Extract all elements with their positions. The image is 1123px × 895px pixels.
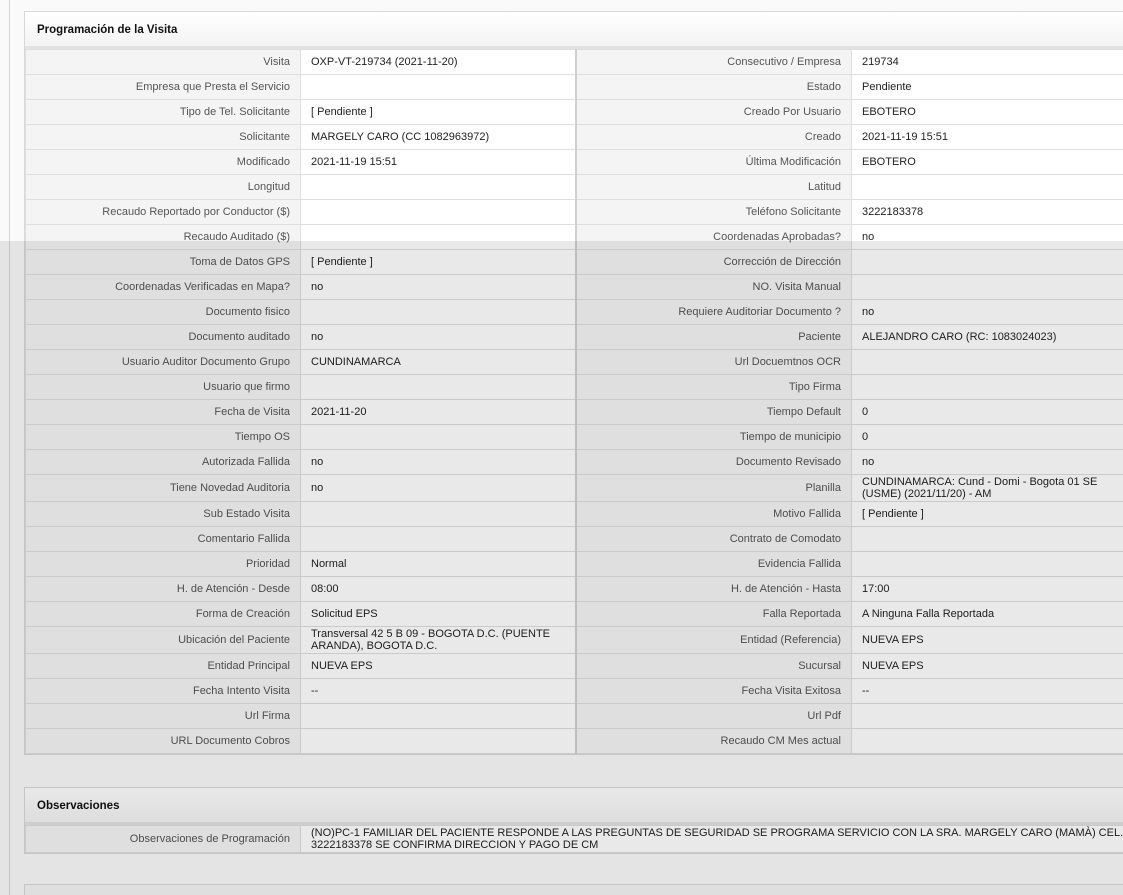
field-value: no <box>301 275 576 300</box>
detail-row <box>26 125 1123 150</box>
detail-row <box>26 225 1123 250</box>
field-label: Evidencia Fallida <box>576 552 852 577</box>
field-value: no <box>301 475 576 502</box>
field-value: NUEVA EPS <box>852 627 1123 654</box>
detail-row <box>26 175 1123 200</box>
field-value: 3222183378 <box>852 200 1123 225</box>
field-label: Recaudo Auditado ($) <box>26 225 301 250</box>
field-label: H. de Atención - Desde <box>26 577 301 602</box>
field-label: Ubicación del Paciente <box>26 627 301 654</box>
detail-row <box>26 729 1123 754</box>
field-value: 2021-11-20 <box>301 400 576 425</box>
field-value: Solicitud EPS <box>301 602 576 627</box>
field-label: Url Firma <box>26 704 301 729</box>
field-label: Consecutivo / Empresa <box>576 50 852 75</box>
field-value: no <box>852 450 1123 475</box>
field-label: Entidad (Referencia) <box>576 627 852 654</box>
field-value <box>301 200 576 225</box>
field-label: Documento auditado <box>26 325 301 350</box>
field-value <box>301 225 576 250</box>
field-label: Contrato de Comodato <box>576 527 852 552</box>
field-value: ALEJANDRO CARO (RC: 1083024023) <box>852 325 1123 350</box>
field-label: Requiere Auditoriar Documento ? <box>576 300 852 325</box>
field-label: Motivo Fallida <box>576 502 852 527</box>
visit-programming-panel <box>24 11 1123 755</box>
field-value <box>301 375 576 400</box>
field-value <box>301 502 576 527</box>
detail-row <box>26 654 1123 679</box>
field-value <box>852 250 1123 275</box>
field-label: Fecha Visita Exitosa <box>576 679 852 704</box>
field-label: Autorizada Fallida <box>26 450 301 475</box>
detail-row <box>26 150 1123 175</box>
field-value <box>852 527 1123 552</box>
field-label: Creado Por Usuario <box>576 100 852 125</box>
detail-row <box>26 502 1123 527</box>
field-label: H. de Atención - Hasta <box>576 577 852 602</box>
detail-row <box>26 577 1123 602</box>
field-label: NO. Visita Manual <box>576 275 852 300</box>
detail-row <box>26 527 1123 552</box>
field-value: 0 <box>852 400 1123 425</box>
field-value <box>852 729 1123 754</box>
field-value: [ Pendiente ] <box>301 250 576 275</box>
detail-row <box>26 627 1123 654</box>
field-value <box>852 704 1123 729</box>
visit-details-table <box>25 49 1123 754</box>
field-label: Estado <box>576 75 852 100</box>
observations-panel <box>24 787 1123 854</box>
field-value <box>301 175 576 200</box>
next-panel-edge <box>24 884 1123 895</box>
detail-row <box>26 475 1123 502</box>
detail-row <box>26 275 1123 300</box>
field-label: Coordenadas Aprobadas? <box>576 225 852 250</box>
field-label: Tiene Novedad Auditoria <box>26 475 301 502</box>
detail-row <box>26 400 1123 425</box>
field-value: no <box>301 450 576 475</box>
detail-row <box>26 602 1123 627</box>
field-value: NUEVA EPS <box>301 654 576 679</box>
field-label: Última Modificación <box>576 150 852 175</box>
field-label: Tiempo Default <box>576 400 852 425</box>
field-label: Fecha de Visita <box>26 400 301 425</box>
observations-row <box>26 826 1123 853</box>
field-value <box>852 375 1123 400</box>
field-value: no <box>852 225 1123 250</box>
detail-row <box>26 75 1123 100</box>
field-label: Tiempo de municipio <box>576 425 852 450</box>
field-value: no <box>301 325 576 350</box>
visit-panel-title: Programación de la Visita <box>25 12 1123 49</box>
field-label: Url Docuemtnos OCR <box>576 350 852 375</box>
field-value <box>301 300 576 325</box>
detail-row <box>26 300 1123 325</box>
detail-row <box>26 325 1123 350</box>
field-value: [ Pendiente ] <box>852 502 1123 527</box>
field-label: Prioridad <box>26 552 301 577</box>
field-label: Recaudo CM Mes actual <box>576 729 852 754</box>
field-label: Usuario que firmo <box>26 375 301 400</box>
observations-value: (NO)PC-1 FAMILIAR DEL PACIENTE RESPONDE A LAS PREGUNTAS DE SEGURIDAD SE PROGRAMA SERVICIO CON LA SRA. MARGELY CARO (MAMÀ) CEL. 3222183378 SE CONFIRMA DIRECCION Y PAGO DE CM <box>301 826 1123 853</box>
field-label: Visita <box>26 50 301 75</box>
detail-row <box>26 375 1123 400</box>
detail-row <box>26 450 1123 475</box>
detail-row <box>26 350 1123 375</box>
field-label: Teléfono Solicitante <box>576 200 852 225</box>
field-label: Forma de Creación <box>26 602 301 627</box>
field-value: 08:00 <box>301 577 576 602</box>
field-label: Entidad Principal <box>26 654 301 679</box>
field-label: Documento Revisado <box>576 450 852 475</box>
field-value <box>852 350 1123 375</box>
field-label: Latitud <box>576 175 852 200</box>
field-value: no <box>852 300 1123 325</box>
field-value: Pendiente <box>852 75 1123 100</box>
field-value: CUNDINAMARCA: Cund - Domi - Bogota 01 SE (USME) (2021/11/20) - AM <box>852 475 1123 502</box>
field-label: Tiempo OS <box>26 425 301 450</box>
field-label: Recaudo Reportado por Conductor ($) <box>26 200 301 225</box>
field-value: OXP-VT-219734 (2021-11-20) <box>301 50 576 75</box>
field-value: -- <box>852 679 1123 704</box>
field-label: Comentario Fallida <box>26 527 301 552</box>
field-label: Toma de Datos GPS <box>26 250 301 275</box>
field-value: 219734 <box>852 50 1123 75</box>
field-value <box>852 552 1123 577</box>
field-label: Modificado <box>26 150 301 175</box>
field-value <box>301 729 576 754</box>
field-value <box>301 75 576 100</box>
field-value: EBOTERO <box>852 100 1123 125</box>
field-value: Transversal 42 5 B 09 - BOGOTA D.C. (PUENTE ARANDA), BOGOTA D.C. <box>301 627 576 654</box>
field-value <box>852 175 1123 200</box>
field-label: Empresa que Presta el Servicio <box>26 75 301 100</box>
field-label: Tipo de Tel. Solicitante <box>26 100 301 125</box>
detail-row <box>26 50 1123 75</box>
field-value: Normal <box>301 552 576 577</box>
field-label: Creado <box>576 125 852 150</box>
field-value: 2021-11-19 15:51 <box>852 125 1123 150</box>
left-border-line <box>9 0 10 895</box>
field-label: Solicitante <box>26 125 301 150</box>
field-label: Tipo Firma <box>576 375 852 400</box>
field-value: 2021-11-19 15:51 <box>301 150 576 175</box>
field-value: A Ninguna Falla Reportada <box>852 602 1123 627</box>
detail-row <box>26 250 1123 275</box>
detail-row <box>26 200 1123 225</box>
field-label: Longitud <box>26 175 301 200</box>
detail-row <box>26 704 1123 729</box>
field-value <box>301 425 576 450</box>
field-value: -- <box>301 679 576 704</box>
field-label: Falla Reportada <box>576 602 852 627</box>
field-label: Corrección de Dirección <box>576 250 852 275</box>
field-value: NUEVA EPS <box>852 654 1123 679</box>
field-value: CUNDINAMARCA <box>301 350 576 375</box>
detail-row <box>26 425 1123 450</box>
field-value <box>301 527 576 552</box>
field-label: Usuario Auditor Documento Grupo <box>26 350 301 375</box>
field-label: Sucursal <box>576 654 852 679</box>
observations-label: Observaciones de Programación <box>26 826 301 853</box>
field-value: 17:00 <box>852 577 1123 602</box>
observations-table <box>25 825 1123 853</box>
detail-row <box>26 100 1123 125</box>
field-value: MARGELY CARO (CC 1082963972) <box>301 125 576 150</box>
observations-panel-title: Observaciones <box>25 788 1123 825</box>
field-label: Planilla <box>576 475 852 502</box>
field-label: Documento fisico <box>26 300 301 325</box>
field-value: 0 <box>852 425 1123 450</box>
field-label: Fecha Intento Visita <box>26 679 301 704</box>
detail-row <box>26 679 1123 704</box>
field-label: Coordenadas Verificadas en Mapa? <box>26 275 301 300</box>
field-value <box>301 704 576 729</box>
field-label: Sub Estado Visita <box>26 502 301 527</box>
field-label: URL Documento Cobros <box>26 729 301 754</box>
field-label: Url Pdf <box>576 704 852 729</box>
field-value <box>852 275 1123 300</box>
detail-row <box>26 552 1123 577</box>
field-label: Paciente <box>576 325 852 350</box>
field-value: EBOTERO <box>852 150 1123 175</box>
field-value: [ Pendiente ] <box>301 100 576 125</box>
